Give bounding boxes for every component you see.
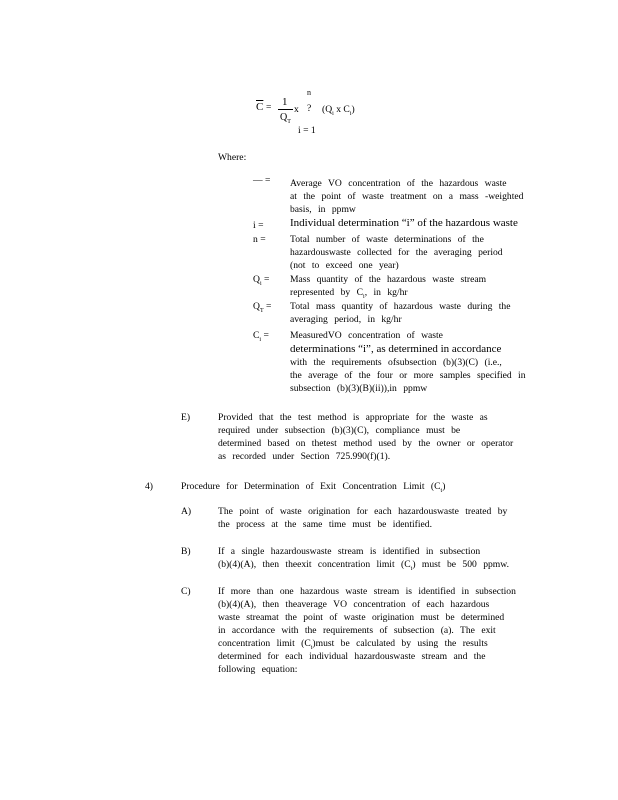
definition-line: Mass quantity of the hazardous waste stream [290,274,487,285]
para-a-text [218,505,548,531]
para-line: The point of waste origination for each hazardouswaste treated by [218,506,508,517]
para-line: required under subsection (b)(3)(C), compliance must be [218,425,461,436]
para-line [218,558,548,571]
definition-line: Total mass quantity of hazardous waste during the [290,301,511,312]
definition-text [290,233,540,272]
definition-fragment: represented by C [290,287,364,298]
where-label: Where: [218,152,247,163]
equation-upper-limit: n [307,88,311,97]
para-c-label: C) [181,586,191,597]
definition-line: determinations “i”, as determined in accordance [290,343,502,355]
term-tail: = [263,301,272,312]
term-close: ) [351,104,355,115]
para-c-text [218,585,548,676]
para-line: (b)(4)(A), then theaverage VO concentration of each hazardous [218,599,490,610]
denominator-subscript: T [287,119,291,125]
equation-denominator [280,111,291,124]
definition-line: Total number of waste determinations of the [290,234,484,245]
section-4-label: 4) [145,481,153,492]
definition-text [290,217,540,230]
para-line: determined for each individual hazardouswaste stream and the [218,651,486,662]
term-subscript: i [259,280,262,287]
para-fragment: (b)(4)(A), then theexit concentration limit (C [218,559,411,570]
equation-lower-limit: i = 1 [298,125,316,136]
para-line [218,637,548,650]
definition-line [290,286,540,299]
definition-line: (not to exceed one year) [290,260,399,271]
term-mid: x C [336,104,350,115]
definition-text [290,273,540,299]
definition-line: the average of the four or more samples specified in [290,370,526,381]
definition-line: subsection (b)(3)(B)(ii)),in ppmw [290,383,428,394]
term-subscript: T [259,307,264,314]
term-subscript-2: i [349,110,352,117]
denominator-symbol: Q [280,112,288,123]
subscript: t [310,644,313,651]
definition-text [290,300,540,326]
equation-numerator: 1 [282,96,288,108]
title-text: Procedure for Determination of Exit Concentration Limit (C [181,481,441,492]
para-line: determined based on thetest method used by the owner or operator [218,438,514,449]
definition-text [290,177,540,216]
para-line: the process at the same time must be identified. [218,519,432,530]
definition-term [253,273,289,286]
title-close: ) [442,481,446,492]
para-a-label: A) [181,506,192,517]
definition-line: with the requirements ofsubsection (b)(3)(C) (i.e., [290,357,502,368]
term-open: (Q [322,104,333,115]
definition-fragment: in kg/hr [373,287,408,298]
term-subscript: i [259,336,262,343]
term-tail: = [261,330,269,341]
para-fragment: concentration limit (C [218,638,311,649]
equation-equals: = [266,102,272,113]
para-fragment: ) [412,559,422,570]
definition-line: MeasuredVO concentration of waste [290,330,443,341]
para-fragment: ) [312,638,316,649]
para-b-label: B) [181,546,191,557]
section-4-title [181,480,445,493]
title-subscript: t [440,487,443,494]
definition-text [290,329,540,395]
term-subscript-1: i [332,110,334,117]
definition-term: — = [253,175,271,186]
summation-symbol: ? [307,103,312,114]
definition-term: i = [253,220,264,231]
subscript: t [410,565,413,572]
definition-term [253,329,289,342]
subscript: i [363,293,365,300]
definition-line: at the point of waste treatment on a mass -weighted [290,191,524,202]
para-line: in accordance with the requirements of subsection (a). The exit [218,625,496,636]
para-line: following equation: [218,664,298,675]
definition-line: hazardouswaste collected for the averaging period [290,247,503,258]
para-e-label: E) [181,412,191,423]
definition-line: averaging period, in kg/hr [290,314,402,325]
para-line: If more than one hazardous waste stream is identified in subsection [218,586,516,597]
definition-line: Individual determination “i” of the hazardous waste [290,217,518,229]
definition-fragment: , [364,287,374,298]
para-line: If a single hazardouswaste stream is identified in subsection [218,546,481,557]
term-symbol: C [253,330,260,341]
fraction-bar [278,109,293,110]
para-e-text [218,411,548,463]
definition-line: basis, in ppmw [290,204,356,215]
equation-times: x [294,104,299,115]
definition-term [253,300,289,313]
para-fragment: must be calculated by using the results [315,638,488,649]
term-symbol: Q [253,301,260,312]
para-b-text [218,545,548,571]
para-line: as recorded under Section 725.990(f)(1). [218,451,391,462]
equation-term [322,103,355,116]
para-line: Provided that the test method is appropriate for the waste as [218,412,488,423]
term-tail: = [261,274,270,285]
para-line: waste streamat the point of waste origination must be determined [218,612,505,623]
definition-line: Average VO concentration of the hazardous waste [290,178,507,189]
term-symbol: Q [253,274,260,285]
equation-lhs: $\overline{C}$ [256,101,264,113]
definition-term: n = [253,234,266,245]
para-fragment: must be 500 ppmw. [421,559,509,570]
